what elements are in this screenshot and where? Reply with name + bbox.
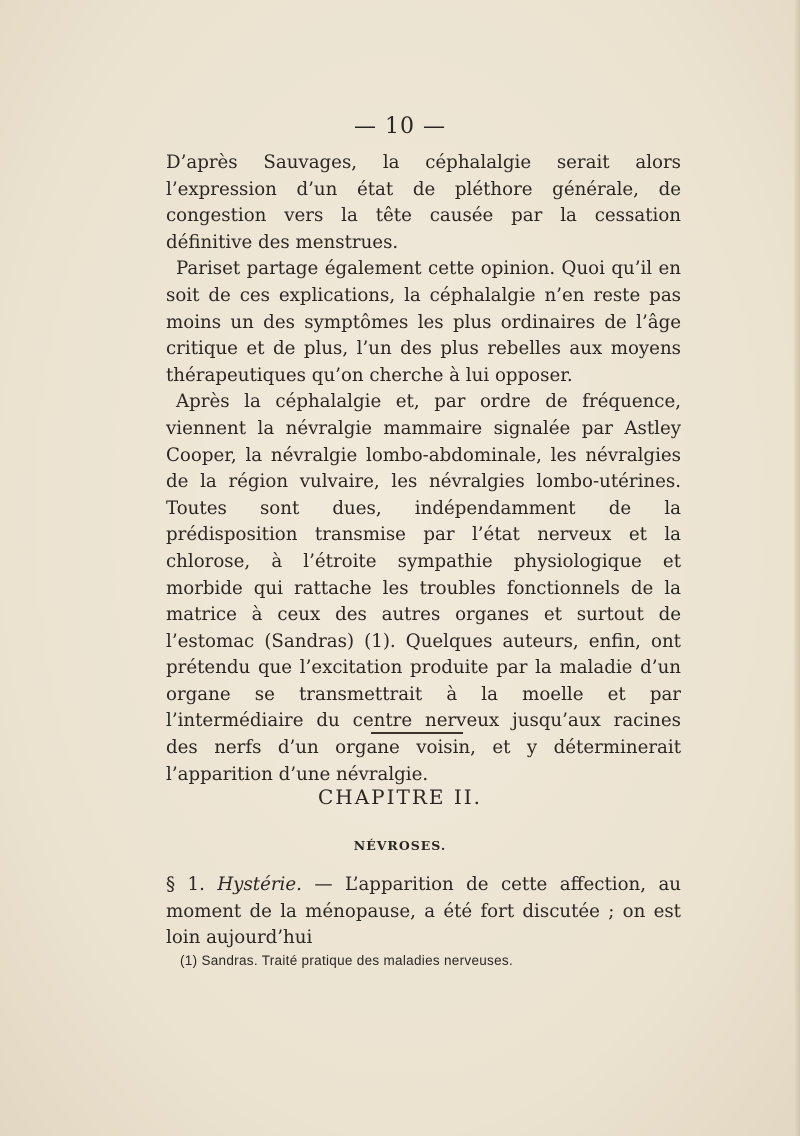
paragraph-3: Après la céphalalgie et, par ordre de fréquence, viennent la névralgie mammaire signalée par Astley Cooper, la névralgie lombo-abdominale, les névralgies de la région vulvaire, les névralgies lombo-utérines. Toutes sont dues, indépendamment de la prédisposition transmise par l’état nerveux et la chlorose, à l’étroite sympathie physiologique et morbide qui rattache les troubles fonctionnels de la matrice à ceux des autres organes et surtout de l’estomac (Sandras) (1). Quelques auteurs, enfin, ont prétendu que l’excitation produite par la maladie d’un organe se transmettrait à la moelle et par l’intermédiaire du centre nerveux jusqu’aux racines des nerfs d’un organe voisin, et y déterminerait l’apparition d’une névralgie. bbox=[166, 391, 681, 785]
chapter-subtitle: NÉVROSES. bbox=[353, 838, 447, 853]
paragraph-1: D’après Sauvages, la céphalalgie serait alors l’expression d’un état de pléthore générale, de congestion vers la tête causée par la cessation définitive des menstrues. bbox=[166, 152, 681, 253]
section-number: § 1. bbox=[166, 874, 205, 895]
chapter-title: CHAPITRE II. bbox=[317, 785, 483, 809]
section-paragraph bbox=[166, 872, 681, 952]
body-text bbox=[166, 150, 681, 788]
paragraph-2: Pariset partage également cette opinion. Quoi qu’il en soit de ces explications, la céphalalgie n’en reste pas moins un des symptômes les plus ordinaires de l’âge critique et de plus, l’un des plus rebelles aux moyens thérapeutiques qu’on cherche à lui opposer. bbox=[166, 258, 681, 386]
footnote: (1) Sandras. Traité pratique des maladies nerveuses. bbox=[180, 953, 514, 968]
section-text: L’apparition de cette affection, au moment de la ménopause, a été fort discutée ; on est loin aujourd’hui bbox=[166, 874, 681, 949]
section-divider bbox=[371, 732, 463, 734]
section-title: Hystérie. bbox=[217, 874, 302, 895]
section-dash: — bbox=[301, 874, 345, 895]
page-number: — 10 — bbox=[354, 114, 446, 139]
page-edge bbox=[794, 0, 800, 1136]
